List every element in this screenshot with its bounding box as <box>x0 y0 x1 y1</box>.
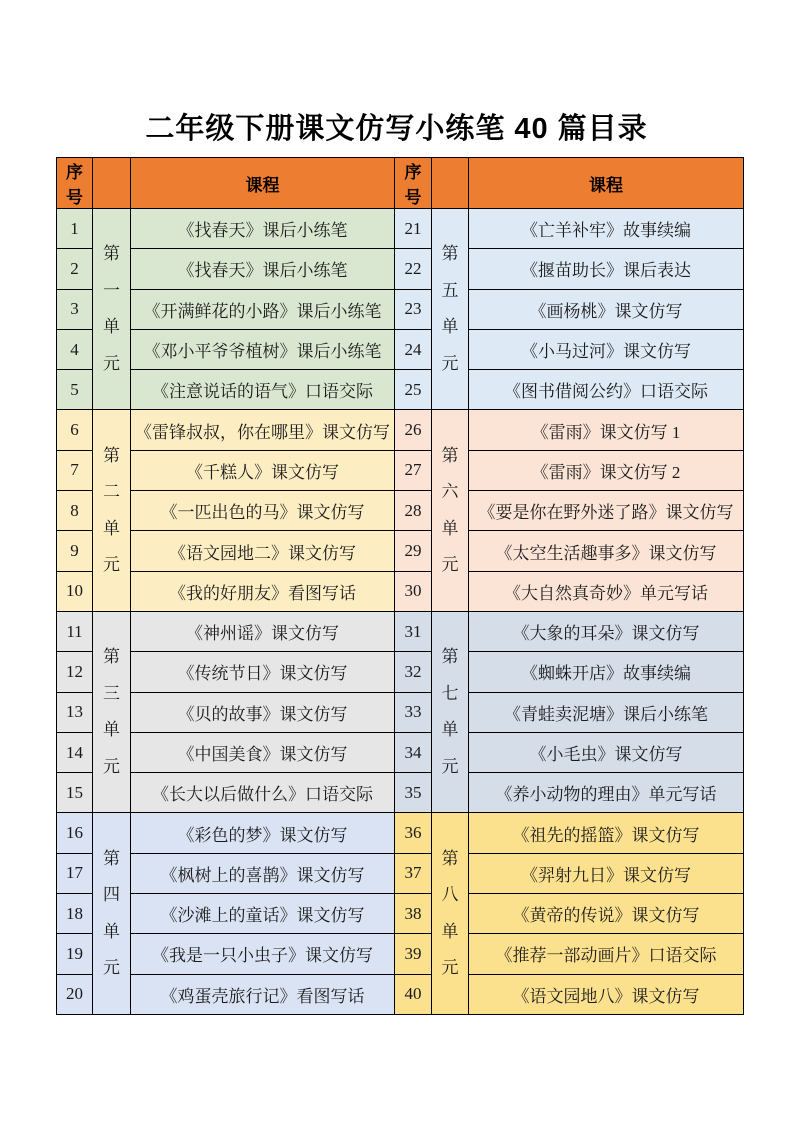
table-row <box>57 370 744 410</box>
unit-cell-left <box>93 410 131 611</box>
unit-label: 第六单元 <box>441 445 459 575</box>
row-number-right: 36 <box>395 813 432 853</box>
row-number-right: 40 <box>395 974 432 1014</box>
row-number-left: 20 <box>57 974 93 1014</box>
table-header-row <box>57 158 744 209</box>
header-index-left: 序号 <box>57 158 93 209</box>
course-cell-left: 《找春天》课后小练笔 <box>131 209 395 249</box>
unit-label: 第五单元 <box>441 244 459 373</box>
course-cell-right: 《雷雨》课文仿写 2 <box>469 450 744 490</box>
row-number-right: 35 <box>395 773 432 813</box>
row-number-left: 18 <box>57 894 93 934</box>
row-number-right: 39 <box>395 934 432 974</box>
table-row <box>57 249 744 289</box>
course-cell-right: 《蜘蛛开店》故事续编 <box>469 652 744 692</box>
row-number-right: 32 <box>395 652 432 692</box>
row-number-right: 25 <box>395 370 432 410</box>
course-cell-left: 《我是一只小虫子》课文仿写 <box>131 934 395 974</box>
table-row <box>57 853 744 893</box>
table-row <box>57 974 744 1014</box>
table-body <box>57 209 744 1015</box>
course-cell-right: 《大象的耳朵》课文仿写 <box>469 611 744 651</box>
row-number-right: 31 <box>395 611 432 651</box>
unit-label: 第一单元 <box>102 244 120 373</box>
course-cell-right: 《养小动物的理由》单元写话 <box>469 773 744 813</box>
course-cell-right: 《小毛虫》课文仿写 <box>469 732 744 772</box>
course-cell-left: 《开满鲜花的小路》课后小练笔 <box>131 289 395 329</box>
table-row <box>57 209 744 249</box>
row-number-left: 7 <box>57 450 93 490</box>
course-cell-left: 《鸡蛋壳旅行记》看图写话 <box>131 974 395 1014</box>
row-number-right: 24 <box>395 329 432 369</box>
row-number-left: 17 <box>57 853 93 893</box>
course-cell-left: 《神州谣》课文仿写 <box>131 611 395 651</box>
course-cell-right: 《语文园地八》课文仿写 <box>469 974 744 1014</box>
course-cell-left: 《传统节日》课文仿写 <box>131 652 395 692</box>
table-row <box>57 410 744 450</box>
course-cell-left: 《长大以后做什么》口语交际 <box>131 773 395 813</box>
row-number-left: 14 <box>57 732 93 772</box>
table-row <box>57 692 744 732</box>
row-number-right: 33 <box>395 692 432 732</box>
row-number-left: 9 <box>57 531 93 571</box>
course-cell-right: 《雷雨》课文仿写 1 <box>469 410 744 450</box>
unit-label: 第三单元 <box>102 647 120 776</box>
table-row <box>57 289 744 329</box>
table-row <box>57 531 744 571</box>
course-cell-right: 《亡羊补牢》故事续编 <box>469 209 744 249</box>
row-number-left: 15 <box>57 773 93 813</box>
header-course-left: 课程 <box>131 158 395 209</box>
unit-cell-left <box>93 611 131 812</box>
course-cell-left: 《我的好朋友》看图写话 <box>131 571 395 611</box>
row-number-left: 6 <box>57 410 93 450</box>
course-cell-left: 《注意说话的语气》口语交际 <box>131 370 395 410</box>
row-number-right: 37 <box>395 853 432 893</box>
unit-cell-right <box>432 611 469 812</box>
row-number-left: 8 <box>57 491 93 531</box>
toc-table <box>56 157 744 1015</box>
row-number-right: 22 <box>395 249 432 289</box>
header-course-right: 课程 <box>469 158 744 209</box>
course-cell-left: 《中国美食》课文仿写 <box>131 732 395 772</box>
row-number-left: 5 <box>57 370 93 410</box>
table-row <box>57 813 744 853</box>
course-cell-right: 《小马过河》课文仿写 <box>469 329 744 369</box>
course-cell-left: 《找春天》课后小练笔 <box>131 249 395 289</box>
table-row <box>57 571 744 611</box>
course-cell-right: 《要是你在野外迷了路》课文仿写 <box>469 491 744 531</box>
course-cell-right: 《太空生活趣事多》课文仿写 <box>469 531 744 571</box>
row-number-left: 16 <box>57 813 93 853</box>
header-unit-left <box>93 158 131 209</box>
course-cell-left: 《彩色的梦》课文仿写 <box>131 813 395 853</box>
row-number-right: 28 <box>395 491 432 531</box>
table-row <box>57 894 744 934</box>
unit-cell-right <box>432 813 469 1015</box>
header-unit-right <box>432 158 469 209</box>
course-cell-right: 《画杨桃》课文仿写 <box>469 289 744 329</box>
row-number-right: 38 <box>395 894 432 934</box>
course-cell-left: 《千糕人》课文仿写 <box>131 450 395 490</box>
course-cell-left: 《沙滩上的童话》课文仿写 <box>131 894 395 934</box>
unit-label: 第二单元 <box>102 445 120 575</box>
row-number-left: 19 <box>57 934 93 974</box>
unit-cell-right <box>432 410 469 611</box>
course-cell-right: 《大自然真奇妙》单元写话 <box>469 571 744 611</box>
row-number-right: 27 <box>395 450 432 490</box>
table-row <box>57 491 744 531</box>
row-number-left: 2 <box>57 249 93 289</box>
course-cell-right: 《图书借阅公约》口语交际 <box>469 370 744 410</box>
row-number-left: 10 <box>57 571 93 611</box>
row-number-right: 23 <box>395 289 432 329</box>
unit-cell-left <box>93 813 131 1015</box>
row-number-right: 21 <box>395 209 432 249</box>
course-cell-left: 《语文园地二》课文仿写 <box>131 531 395 571</box>
table-row <box>57 329 744 369</box>
row-number-left: 13 <box>57 692 93 732</box>
course-cell-left: 《一匹出色的马》课文仿写 <box>131 491 395 531</box>
course-cell-left: 《邓小平爷爷植树》课后小练笔 <box>131 329 395 369</box>
course-cell-right: 《揠苗助长》课后表达 <box>469 249 744 289</box>
unit-label: 第八单元 <box>441 848 459 978</box>
table-row <box>57 773 744 813</box>
page-title: 二年级下册课文仿写小练笔 40 篇目录 <box>145 113 648 145</box>
course-cell-left: 《贝的故事》课文仿写 <box>131 692 395 732</box>
course-cell-right: 《祖先的摇篮》课文仿写 <box>469 813 744 853</box>
table-row <box>57 934 744 974</box>
table-row <box>57 652 744 692</box>
unit-label: 第七单元 <box>441 647 459 776</box>
row-number-left: 3 <box>57 289 93 329</box>
row-number-left: 12 <box>57 652 93 692</box>
course-cell-right: 《黄帝的传说》课文仿写 <box>469 894 744 934</box>
header-index-right: 序号 <box>395 158 432 209</box>
course-cell-right: 《推荐一部动画片》口语交际 <box>469 934 744 974</box>
row-number-right: 26 <box>395 410 432 450</box>
course-cell-left: 《雷锋叔叔，你在哪里》课文仿写 <box>131 410 395 450</box>
row-number-left: 1 <box>57 209 93 249</box>
row-number-left: 4 <box>57 329 93 369</box>
row-number-right: 30 <box>395 571 432 611</box>
unit-cell-right <box>432 209 469 410</box>
row-number-left: 11 <box>57 611 93 651</box>
row-number-right: 29 <box>395 531 432 571</box>
course-cell-right: 《青蛙卖泥塘》课后小练笔 <box>469 692 744 732</box>
table-row <box>57 450 744 490</box>
row-number-right: 34 <box>395 732 432 772</box>
unit-cell-left <box>93 209 131 410</box>
course-cell-left: 《枫树上的喜鹊》课文仿写 <box>131 853 395 893</box>
table-row <box>57 611 744 651</box>
table-row <box>57 732 744 772</box>
course-cell-right: 《羿射九日》课文仿写 <box>469 853 744 893</box>
unit-label: 第四单元 <box>102 848 120 978</box>
